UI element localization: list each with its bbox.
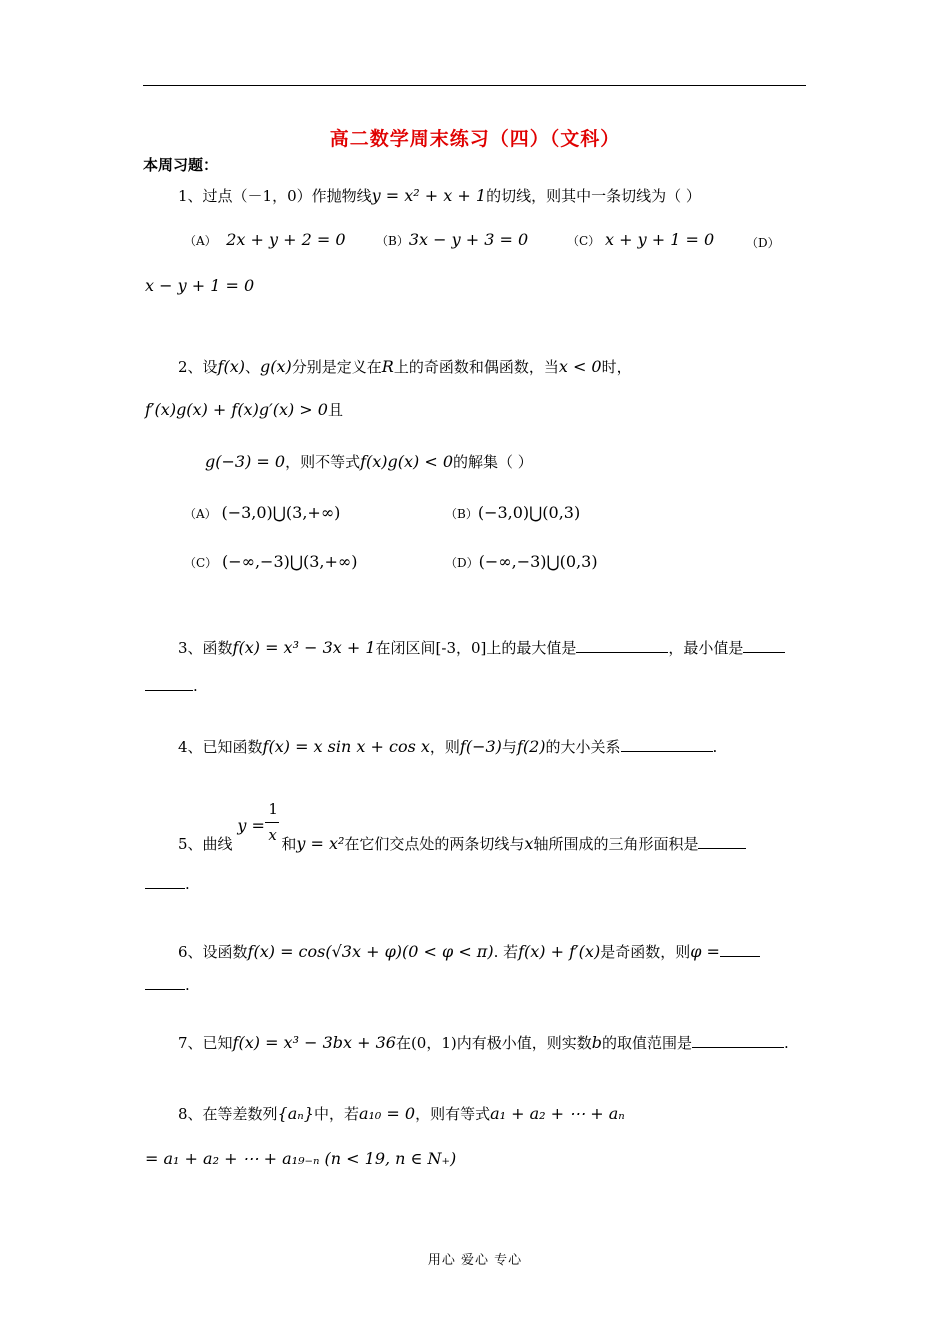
- q2-line-2: f′(x)g(x) + f(x)g′(x) > 0且: [145, 400, 343, 419]
- q2-line-3: g(−3) = 0，则不等式f(x)g(x) < 0的解集（ ）: [205, 452, 533, 471]
- question-2: 2、设f(x)、g(x)分别是定义在R上的奇函数和偶函数，当x < 0时，: [178, 357, 632, 376]
- question-7: 7、已知f(x) = x³ − 3bx + 36在(0，1)内有极小值，则实数b的取值范围是 .: [178, 1033, 789, 1052]
- q1-option-b: （B）3x − y + 3 = 0: [376, 230, 529, 249]
- answer-blank[interactable]: [743, 638, 785, 653]
- question-6: 6、设函数f(x) = cos(√3x + φ)(0 < φ < π). 若f(x) + f′(x)是奇函数，则φ =: [178, 942, 760, 962]
- question-3: 3、函数f(x) = x³ − 3x + 1在闭区间[-3，0]上的最大值是 ，最小值是: [178, 638, 785, 658]
- answer-blank[interactable]: [692, 1033, 784, 1048]
- answer-blank[interactable]: [720, 942, 760, 957]
- q1-option-a: （A） 2x + y + 2 = 0: [184, 230, 346, 249]
- answer-blank[interactable]: [621, 737, 713, 752]
- question-5: 5、曲线 y = 1 x 和y = x²在它们交点处的两条切线与x轴所围成的三角形面积是: [178, 829, 746, 854]
- q1-option-d: x − y + 1 = 0: [145, 276, 255, 295]
- question-4: 4、已知函数f(x) = x sin x + cos x，则f(−3)与f(2)的大小关系 .: [178, 737, 718, 756]
- answer-blank[interactable]: [145, 975, 185, 990]
- q6-continuation: .: [145, 975, 190, 995]
- fraction-bar: [265, 822, 279, 823]
- header-rule: [143, 85, 806, 86]
- answer-blank[interactable]: [145, 874, 185, 889]
- q1-option-d-label: （D）: [746, 236, 780, 250]
- answer-blank[interactable]: [576, 638, 668, 653]
- question-1: 1、过点（－1，0）作抛物线y = x² + x + 1的切线，则其中一条切线为（ ）: [178, 186, 701, 205]
- q1-formula: y = x² + x + 1: [371, 186, 487, 205]
- q2-option-d: （D）(−∞,−3)⋃(0,3): [445, 552, 598, 571]
- question-8: 8、在等差数列{aₙ}中，若a₁₀ = 0，则有等式a₁ + a₂ + ⋯ + aₙ: [178, 1104, 625, 1123]
- q2-option-b: （B）(−3,0)⋃(0,3): [445, 503, 581, 522]
- q2-option-a: （A） (−3,0)⋃(3,+∞): [184, 503, 341, 522]
- page-title: 高二数学周末练习（四）（文科）: [329, 128, 621, 150]
- q8-line-2: = a₁ + a₂ + ⋯ + a₁₉₋ₙ (n < 19, n ∈ N₊): [145, 1149, 457, 1168]
- answer-blank[interactable]: [698, 834, 746, 849]
- q1-option-c: （C） x + y + 1 = 0: [567, 230, 715, 249]
- answer-blank[interactable]: [145, 676, 193, 691]
- q5-continuation: .: [145, 874, 190, 894]
- q2-option-c: （C） (−∞,−3)⋃(3,+∞): [184, 552, 358, 571]
- section-heading: 本周习题：: [143, 156, 219, 174]
- q5-fraction: y = 1 x: [237, 800, 278, 844]
- q3-continuation: .: [145, 676, 198, 696]
- page-footer: 用心 爱心 专心: [427, 1253, 523, 1268]
